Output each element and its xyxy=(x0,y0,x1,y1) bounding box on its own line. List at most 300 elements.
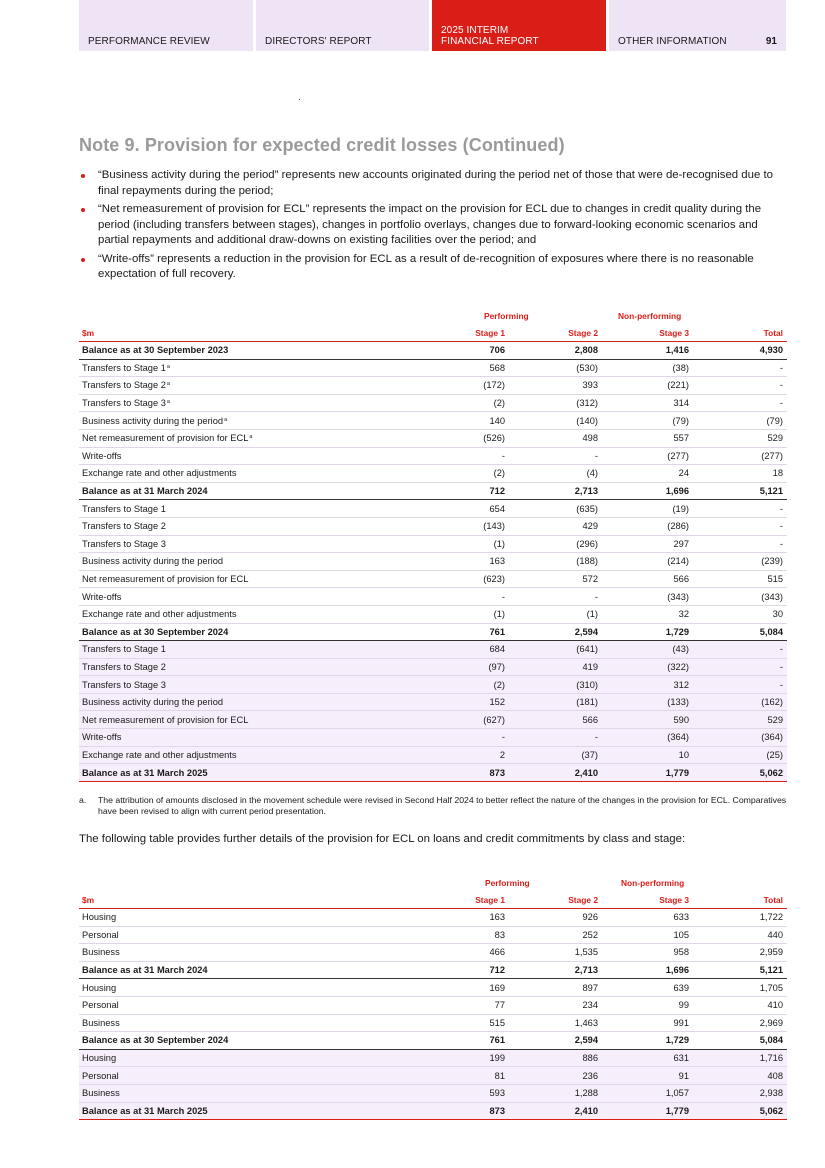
balance-row xyxy=(79,483,787,501)
total-value: (364) xyxy=(761,732,783,743)
table-row xyxy=(79,747,787,765)
total-value: (343) xyxy=(761,591,783,602)
ecl-movement-table xyxy=(79,311,787,782)
table-row xyxy=(79,465,787,483)
stage3-value: 958 xyxy=(673,947,689,958)
total-value: - xyxy=(779,679,783,690)
table-row xyxy=(79,412,787,430)
table-row xyxy=(79,694,787,712)
row-label: Business activity during the period xyxy=(82,556,224,567)
bullet-item: “Business activity during the period” represents new accounts originated during the period net of those that were de-recognised due to final repayments during the period; xyxy=(79,168,787,199)
table-row xyxy=(79,395,787,413)
table-row xyxy=(79,1067,787,1085)
column-header-stage2: Stage 2 xyxy=(568,328,598,338)
tab-interim-financial-report[interactable] xyxy=(432,0,606,51)
row-label: Balance as at 31 March 2024 xyxy=(82,486,208,497)
row-label-cell xyxy=(79,680,409,690)
stage3-value: 590 xyxy=(673,714,689,725)
row-label-cell xyxy=(79,697,409,707)
footnote xyxy=(79,795,787,817)
stage1-value: (623) xyxy=(483,574,505,585)
stage3-value: (214) xyxy=(667,556,689,567)
definition-bullets xyxy=(79,168,787,286)
row-label: Balance as at 30 September 2024 xyxy=(82,1035,229,1046)
stage2-value: 2,594 xyxy=(574,1035,598,1046)
row-label-cell xyxy=(79,609,409,619)
stage3-value: 91 xyxy=(678,1070,689,1081)
row-label-cell xyxy=(79,1000,409,1010)
row-label-cell xyxy=(79,715,409,725)
row-label: Personal xyxy=(82,1000,119,1011)
stage3-value: 1,696 xyxy=(665,486,689,497)
stage2-value: 236 xyxy=(582,1070,598,1081)
stage3-value: 566 xyxy=(673,574,689,585)
stage2-value: 1,463 xyxy=(574,1017,598,1028)
total-value: 440 xyxy=(767,929,783,940)
stage3-value: 1,416 xyxy=(665,345,689,356)
column-header-stage1: Stage 1 xyxy=(475,328,505,338)
table-row xyxy=(79,909,787,927)
stage1-value: (2) xyxy=(493,398,505,409)
stage3-value: 10 xyxy=(678,749,689,760)
footnote-marker: a xyxy=(166,381,170,388)
row-label: Personal xyxy=(82,929,119,940)
stage3-value: 297 xyxy=(673,538,689,549)
stage1-value: (2) xyxy=(493,468,505,479)
group-header-row xyxy=(79,878,787,892)
row-label: Balance as at 31 March 2025 xyxy=(82,767,208,778)
total-value: - xyxy=(779,362,783,373)
table-row xyxy=(79,711,787,729)
column-header-stage1: Stage 1 xyxy=(475,895,505,905)
stage2-value: (635) xyxy=(576,503,598,514)
balance-row xyxy=(79,342,787,360)
table-row xyxy=(79,500,787,518)
stage1-value: (627) xyxy=(483,714,505,725)
stage1-value: 83 xyxy=(494,929,505,940)
stage3-value: (277) xyxy=(667,450,689,461)
row-label: Write-offs xyxy=(82,450,122,461)
group-header-performing: Performing xyxy=(484,311,529,321)
row-label-cell xyxy=(79,468,409,478)
stage1-value: 761 xyxy=(489,1035,505,1046)
row-label-cell xyxy=(79,930,409,940)
column-header-row xyxy=(79,892,787,909)
total-value: 1,722 xyxy=(759,912,783,923)
stage3-value: 557 xyxy=(673,433,689,444)
row-label: Transfers to Stage 1 xyxy=(82,644,166,655)
table-row xyxy=(79,536,787,554)
stage3-value: 314 xyxy=(673,398,689,409)
stage2-value: 2,410 xyxy=(574,767,598,778)
group-header-non-performing: Non-performing xyxy=(618,311,682,321)
column-header-total: Total xyxy=(763,328,783,338)
stage2-value: (296) xyxy=(576,538,598,549)
tab-label: OTHER INFORMATION xyxy=(618,36,727,47)
stage3-value: (364) xyxy=(667,732,689,743)
stage2-value: (641) xyxy=(576,644,598,655)
row-label: Exchange rate and other adjustments xyxy=(82,468,237,479)
tab-directors-report[interactable] xyxy=(256,0,429,51)
stage3-value: (38) xyxy=(672,362,689,373)
stage1-value: 706 xyxy=(489,345,505,356)
total-value: - xyxy=(779,538,783,549)
row-label-cell xyxy=(79,592,409,602)
row-label-cell xyxy=(79,662,409,672)
column-header-unit: $m xyxy=(82,328,95,338)
section-tabs xyxy=(79,0,787,51)
table-row xyxy=(79,571,787,589)
total-value: (25) xyxy=(766,749,783,760)
stage1-value: 873 xyxy=(489,767,505,778)
column-header-unit: $m xyxy=(82,895,95,905)
row-label-cell xyxy=(79,521,409,531)
total-value: - xyxy=(779,398,783,409)
row-label-cell xyxy=(79,433,409,443)
total-value: 529 xyxy=(767,714,783,725)
stage2-value: 572 xyxy=(582,574,598,585)
column-header-stage3: Stage 3 xyxy=(659,895,689,905)
table-row xyxy=(79,518,787,536)
row-label-cell xyxy=(79,363,409,373)
stage3-value: (19) xyxy=(672,503,689,514)
total-value: 2,959 xyxy=(759,947,783,958)
row-label: Business xyxy=(82,947,120,958)
stage2-value: (140) xyxy=(576,415,598,426)
row-label: Transfers to Stage 3 xyxy=(82,398,166,409)
row-label: Net remeasurement of provision for ECL xyxy=(82,574,249,585)
table-row xyxy=(79,659,787,677)
stage1-value: (1) xyxy=(493,609,505,620)
footnote-text: The attribution of amounts disclosed in the movement schedule were revised in Second Half 2024 to better reflect the nature of the changes in the provision for ECL. Comparatives have been revised to align with current period presentation. xyxy=(98,795,787,816)
table-row xyxy=(79,641,787,659)
row-label-cell xyxy=(79,398,409,408)
stage1-value: 568 xyxy=(489,362,505,373)
stage1-value: - xyxy=(501,591,505,602)
row-label-cell xyxy=(79,1035,409,1045)
stage3-value: 24 xyxy=(678,468,689,479)
stage1-value: 515 xyxy=(489,1017,505,1028)
row-label: Housing xyxy=(82,912,117,923)
stage2-value: 234 xyxy=(582,1000,598,1011)
row-label: Net remeasurement of provision for ECL xyxy=(82,433,249,444)
stage2-value: 1,535 xyxy=(574,947,598,958)
stage2-value: - xyxy=(594,591,598,602)
row-label: Balance as at 31 March 2024 xyxy=(82,965,208,976)
intro-paragraph: The following table provides further details of the provision for ECL on loans and credit commitments by class and stage: xyxy=(79,833,686,845)
total-value: 2,969 xyxy=(759,1017,783,1028)
footnote-marker: a xyxy=(249,434,253,441)
stage1-value: 140 xyxy=(489,415,505,426)
stage1-value: - xyxy=(501,732,505,743)
stage2-value: (312) xyxy=(576,398,598,409)
table-row xyxy=(79,448,787,466)
stage3-value: 633 xyxy=(673,912,689,923)
row-label: Personal xyxy=(82,1070,119,1081)
stage1-value: 81 xyxy=(494,1070,505,1081)
stage2-value: 498 xyxy=(582,433,598,444)
column-header-stage2: Stage 2 xyxy=(568,895,598,905)
stage1-value: 169 xyxy=(489,982,505,993)
row-label: Transfers to Stage 3 xyxy=(82,538,166,549)
stage2-value: 419 xyxy=(582,661,598,672)
total-value: (79) xyxy=(766,415,783,426)
stage3-value: 1,729 xyxy=(665,626,689,637)
stage2-value: 2,713 xyxy=(574,486,598,497)
stage3-value: 639 xyxy=(673,982,689,993)
stage2-value: (310) xyxy=(576,679,598,690)
row-label-cell xyxy=(79,451,409,461)
stage2-value: 886 xyxy=(582,1053,598,1064)
table-row xyxy=(79,360,787,378)
stage3-value: (286) xyxy=(667,521,689,532)
table-row xyxy=(79,676,787,694)
stage1-value: 152 xyxy=(489,697,505,708)
stage3-value: 32 xyxy=(678,609,689,620)
total-value: - xyxy=(779,644,783,655)
stage2-value: - xyxy=(594,450,598,461)
row-label-cell xyxy=(79,504,409,514)
stage3-value: 105 xyxy=(673,929,689,940)
row-label: Balance as at 30 September 2024 xyxy=(82,626,229,637)
total-value: - xyxy=(779,521,783,532)
footnote-marker: a xyxy=(224,416,228,423)
total-value: (239) xyxy=(761,556,783,567)
stage2-value: - xyxy=(594,732,598,743)
stage1-value: 684 xyxy=(489,644,505,655)
total-value: 410 xyxy=(767,1000,783,1011)
table-row xyxy=(79,430,787,448)
stage2-value: 429 xyxy=(582,521,598,532)
stage2-value: 897 xyxy=(582,982,598,993)
total-value: 5,084 xyxy=(759,626,783,637)
footnote-letter: a. xyxy=(79,795,87,805)
stage2-value: 2,713 xyxy=(574,965,598,976)
stage1-value: (2) xyxy=(493,679,505,690)
row-label: Exchange rate and other adjustments xyxy=(82,609,237,620)
row-label-cell xyxy=(79,750,409,760)
stage3-value: (343) xyxy=(667,591,689,602)
row-label: Write-offs xyxy=(82,591,122,602)
row-label: Balance as at 30 September 2023 xyxy=(82,345,229,356)
row-label-cell xyxy=(79,1053,409,1063)
table-row xyxy=(79,588,787,606)
stage3-value: 312 xyxy=(673,679,689,690)
row-label: Transfers to Stage 2 xyxy=(82,661,166,672)
stage1-value: 163 xyxy=(489,556,505,567)
balance-row xyxy=(79,764,787,782)
stage3-value: 1,779 xyxy=(665,1105,689,1116)
row-label: Exchange rate and other adjustments xyxy=(82,749,237,760)
group-header-non-performing: Non-performing xyxy=(621,878,685,888)
stage1-value: 593 xyxy=(489,1088,505,1099)
group-header-performing: Performing xyxy=(485,878,530,888)
row-label-cell xyxy=(79,574,409,584)
table-row xyxy=(79,729,787,747)
stage2-value: (530) xyxy=(576,362,598,373)
total-value: (277) xyxy=(761,450,783,461)
row-label: Housing xyxy=(82,1053,117,1064)
stage2-value: (1) xyxy=(586,609,598,620)
page-title: Note 9. Provision for expected credit losses (Continued) xyxy=(79,135,565,155)
table-row xyxy=(79,1015,787,1033)
row-label-cell xyxy=(79,627,409,637)
row-label-cell xyxy=(79,732,409,742)
total-value: 5,062 xyxy=(759,1105,783,1116)
total-value: 5,121 xyxy=(759,486,783,497)
stage1-value: 466 xyxy=(489,947,505,958)
row-label: Write-offs xyxy=(82,732,122,743)
row-label: Business xyxy=(82,1088,120,1099)
stage2-value: (4) xyxy=(586,468,598,479)
stage2-value: 566 xyxy=(582,714,598,725)
row-label-cell xyxy=(79,1106,409,1116)
row-label: Transfers to Stage 3 xyxy=(82,679,166,690)
stage3-value: 1,729 xyxy=(665,1035,689,1046)
stray-dot xyxy=(299,99,300,100)
table-row xyxy=(79,979,787,997)
stage3-value: 631 xyxy=(673,1053,689,1064)
column-header-stage3: Stage 3 xyxy=(659,328,689,338)
total-value: 1,705 xyxy=(759,982,783,993)
stage1-value: (526) xyxy=(483,433,505,444)
total-value: 30 xyxy=(772,609,783,620)
total-value: 1,716 xyxy=(759,1053,783,1064)
stage2-value: 2,410 xyxy=(574,1105,598,1116)
tab-performance-review[interactable] xyxy=(79,0,253,51)
stage2-value: 2,594 xyxy=(574,626,598,637)
table-row xyxy=(79,606,787,624)
row-label-cell xyxy=(79,912,409,922)
stage3-value: 99 xyxy=(678,1000,689,1011)
stage1-value: 2 xyxy=(499,749,505,760)
total-value: 529 xyxy=(767,433,783,444)
balance-row xyxy=(79,1032,787,1050)
bullet-item: “Net remeasurement of provision for ECL” represents the impact on the provision for ECL due to changes in credit quality during the period (including transfers between stages), changes in portfolio overlays, changes due to forward-looking economic scenarios and partial repayments and additional draw-downs on existing facilities over the period; and xyxy=(79,202,787,249)
page-number: 91 xyxy=(765,36,777,47)
row-label-cell xyxy=(79,345,409,355)
column-header-row xyxy=(79,325,787,342)
total-value: - xyxy=(779,503,783,514)
stage1-value: 199 xyxy=(489,1053,505,1064)
stage2-value: 1,288 xyxy=(574,1088,598,1099)
stage1-value: 163 xyxy=(489,912,505,923)
table-row xyxy=(79,377,787,395)
total-value: 4,930 xyxy=(759,345,783,356)
group-header-row xyxy=(79,311,787,325)
row-label-cell xyxy=(79,1018,409,1028)
stage2-value: (37) xyxy=(581,749,598,760)
row-label-cell xyxy=(79,416,409,426)
stage1-value: 873 xyxy=(489,1105,505,1116)
stage1-value: (143) xyxy=(483,521,505,532)
table-row xyxy=(79,553,787,571)
total-value: 515 xyxy=(767,574,783,585)
total-value: 18 xyxy=(772,468,783,479)
table-row xyxy=(79,997,787,1015)
row-label-cell xyxy=(79,1071,409,1081)
balance-row xyxy=(79,1103,787,1121)
ecl-by-class-table xyxy=(79,878,787,1120)
column-header-total: Total xyxy=(763,895,783,905)
table-row xyxy=(79,944,787,962)
footnote-marker: a xyxy=(166,399,170,406)
row-label: Business activity during the period xyxy=(82,415,224,426)
stage2-value: 252 xyxy=(582,929,598,940)
row-label: Housing xyxy=(82,982,117,993)
table-row xyxy=(79,927,787,945)
total-value: 5,121 xyxy=(759,965,783,976)
stage3-value: 1,057 xyxy=(665,1088,689,1099)
row-label-cell xyxy=(79,1088,409,1098)
stage3-value: 1,696 xyxy=(665,965,689,976)
row-label: Transfers to Stage 2 xyxy=(82,380,166,391)
stage3-value: (133) xyxy=(667,697,689,708)
stage2-value: 2,808 xyxy=(574,345,598,356)
total-value: - xyxy=(779,661,783,672)
row-label: Transfers to Stage 2 xyxy=(82,521,166,532)
balance-row xyxy=(79,624,787,642)
total-value: 5,062 xyxy=(759,767,783,778)
tab-other-information[interactable] xyxy=(609,0,786,51)
stage2-value: (188) xyxy=(576,556,598,567)
table-row xyxy=(79,1085,787,1103)
row-label: Net remeasurement of provision for ECL xyxy=(82,714,249,725)
stage1-value: 761 xyxy=(489,626,505,637)
row-label-cell xyxy=(79,983,409,993)
stage1-value: - xyxy=(501,450,505,461)
row-label-cell xyxy=(79,556,409,566)
row-label-cell xyxy=(79,768,409,778)
stage1-value: 77 xyxy=(494,1000,505,1011)
stage1-value: (1) xyxy=(493,538,505,549)
stage2-value: (181) xyxy=(576,697,598,708)
stage3-value: (322) xyxy=(667,661,689,672)
stage3-value: 1,779 xyxy=(665,767,689,778)
footnote-marker: a xyxy=(166,363,170,370)
stage1-value: 712 xyxy=(489,486,505,497)
row-label-cell xyxy=(79,644,409,654)
stage3-value: 991 xyxy=(673,1017,689,1028)
stage1-value: 654 xyxy=(489,503,505,514)
table-row xyxy=(79,1050,787,1068)
stage1-value: (172) xyxy=(483,380,505,391)
row-label: Transfers to Stage 1 xyxy=(82,362,166,373)
stage3-value: (221) xyxy=(667,380,689,391)
total-value: 5,084 xyxy=(759,1035,783,1046)
total-value: (162) xyxy=(761,697,783,708)
tab-label-line2: FINANCIAL REPORT xyxy=(441,36,539,47)
tab-label: DIRECTORS' REPORT xyxy=(265,36,372,47)
row-label: Transfers to Stage 1 xyxy=(82,503,166,514)
stage2-value: 393 xyxy=(582,380,598,391)
stage3-value: (79) xyxy=(672,415,689,426)
total-value: - xyxy=(779,380,783,391)
row-label-cell xyxy=(79,380,409,390)
stage2-value: 926 xyxy=(582,912,598,923)
row-label: Business xyxy=(82,1017,120,1028)
bullet-item: “Write-offs” represents a reduction in the provision for ECL as a result of de-recognition of exposures where there is no reasonable expectation of full recovery. xyxy=(79,252,787,283)
row-label-cell xyxy=(79,486,409,496)
stage1-value: 712 xyxy=(489,965,505,976)
tab-label-line1: 2025 INTERIM xyxy=(441,25,509,36)
tab-label: PERFORMANCE REVIEW xyxy=(88,36,210,47)
row-label-cell xyxy=(79,539,409,549)
total-value: 408 xyxy=(767,1070,783,1081)
row-label-cell xyxy=(79,947,409,957)
row-label: Business activity during the period xyxy=(82,697,224,708)
stage3-value: (43) xyxy=(672,644,689,655)
